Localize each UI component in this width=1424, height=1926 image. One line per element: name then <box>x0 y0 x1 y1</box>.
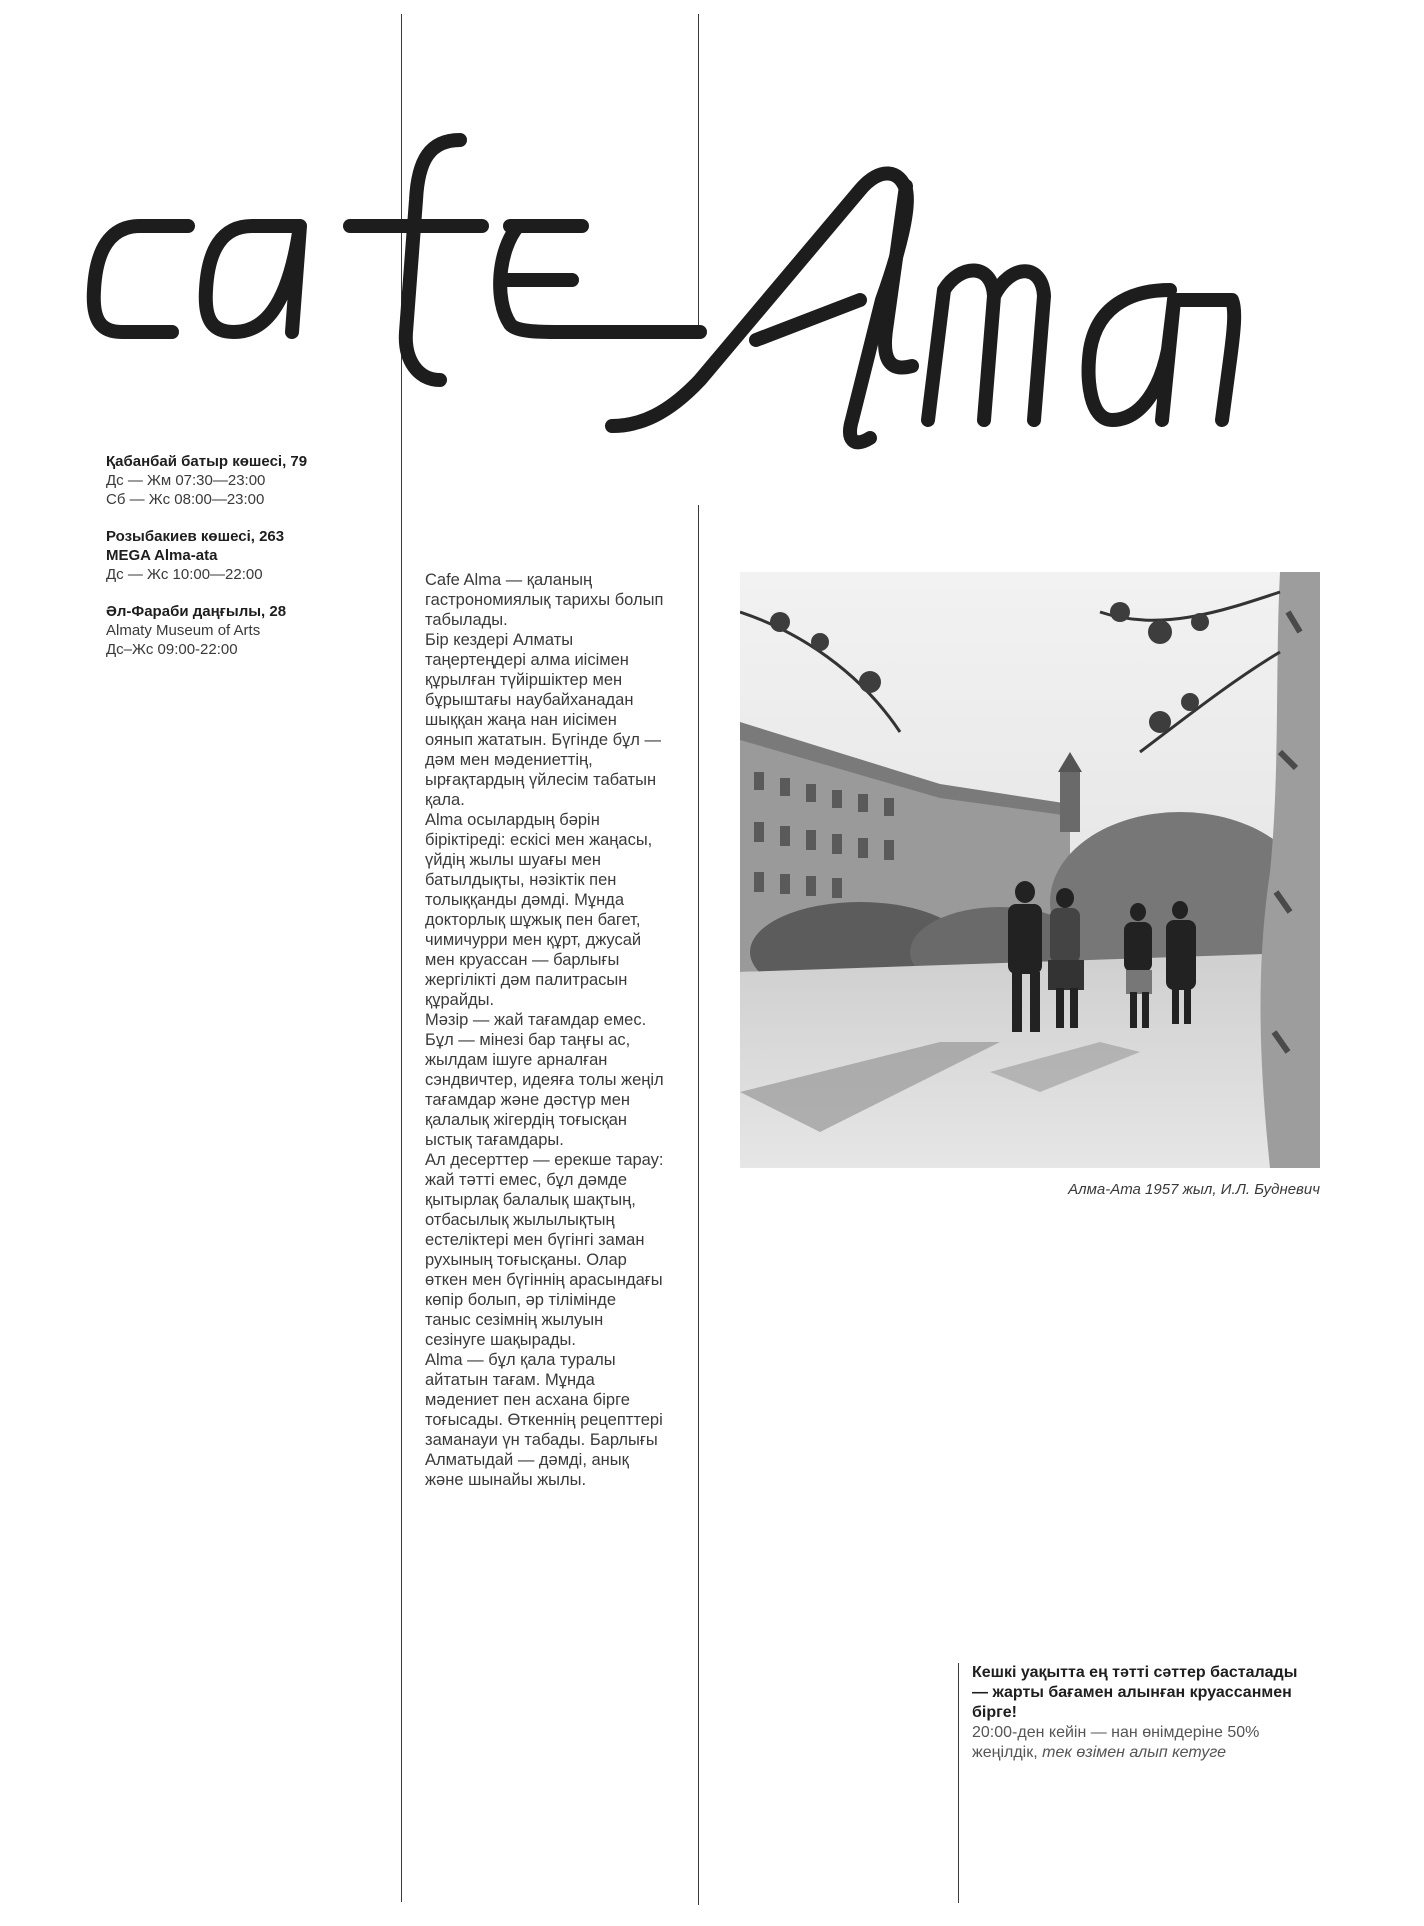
story-paragraph: Мәзір — жай тағамдар емес. Бұл — мінезі бар таңғы ас, жылдам ішуге арналған сэндвичтер, идеяға толы жеңіл тағамдар және дәстүр мен қалалық жігердің тоғысқан ыстық тағамдары. <box>425 1011 664 1149</box>
column-rule-promo <box>958 1663 959 1903</box>
column-rule-middle-bottom <box>698 505 699 1905</box>
story-paragraph: Бір кездері Алматы таңертеңдері алма иісімен құрылған түйіршіктер мен бұрыштағы наубайханадан шыққан жаңа нан иісімен оянып жататын. Бүгінде бұл — дәм мен мәдениеттің, ырғақтардың үйлесім табатын қала. <box>425 631 662 809</box>
location-address: Әл-Фараби даңғылы, 28 <box>106 603 287 620</box>
story-text <box>425 570 665 1490</box>
location-venue: MEGA Alma-ata <box>106 547 218 564</box>
story-paragraph: Cafe Alma — қаланың гастрономиялық тарихы болып табылады. <box>425 571 664 629</box>
location-address: Розыбакиев көшесі, 263 <box>106 528 285 545</box>
location-hours: Дс — Жм 07:30—23:00 <box>106 472 266 489</box>
story-paragraph: Alma — бұл қала туралы айтатын тағам. Мұнда мәдениет пен асхана бірге тоғысады. Өткеннің рецепттері заманауи үн табады. Барлығы Алматыдай — дәмді, анық және шынайы жылы. <box>425 1351 663 1489</box>
location-venue: Almaty Museum of Arts <box>106 622 261 639</box>
location-hours: Сб — Жс 08:00—23:00 <box>106 491 265 508</box>
story-paragraph: Alma осылардың бәрін біріктіреді: ескісі мен жаңасы, үйдің жылы шуағы мен батылдықты, нәзіктік пен толыққанды дәмді. Мұнда докторлық шұжық пен багет, чимичурри мен құрт, джусай мен круассан — барлығы жергілікті дәм палитрасын құрайды. <box>425 811 653 1009</box>
location-hours: Дс–Жс 09:00-22:00 <box>106 641 238 658</box>
location-kabanbay <box>106 452 396 509</box>
promo-takeaway-note: тек өзімен алып кетуге <box>1042 1744 1226 1761</box>
location-hours: Дс — Жс 10:00—22:00 <box>106 566 263 583</box>
historic-street-photo <box>740 572 1320 1168</box>
promo-headline: Кешкі уақытта ең тәтті сәттер басталады — жарты бағамен алынған круассанмен бірге! <box>972 1664 1298 1721</box>
story-paragraph: Ал десерттер — ерекше тарау: жай тәтті емес, бұл дәмде қытырлақ балалық шақтың, отбасылық жылылықтың естеліктері мен бүгінгі заман рухының тоғысқаны. Олар өткен мен бүгіннің арасындағы көпір болып, әр тілімінде таныс сезімнің жылуын сезінуге шақырады. <box>425 1151 664 1349</box>
cafe-alma-logo <box>0 0 1424 460</box>
location-address: Қабанбай батыр көшесі, 79 <box>106 453 308 470</box>
evening-promo <box>972 1663 1317 1763</box>
locations-list <box>106 452 396 677</box>
location-al-farabi <box>106 602 396 659</box>
photo-caption: Алма-Ата 1957 жыл, И.Л. Будневич <box>1068 1181 1320 1198</box>
promo-details <box>972 1723 1317 1763</box>
promo-discount-text: 20:00-ден кейін — нан өнімдеріне 50% жеңілдік, <box>972 1724 1260 1761</box>
location-rozybakiev <box>106 527 396 584</box>
